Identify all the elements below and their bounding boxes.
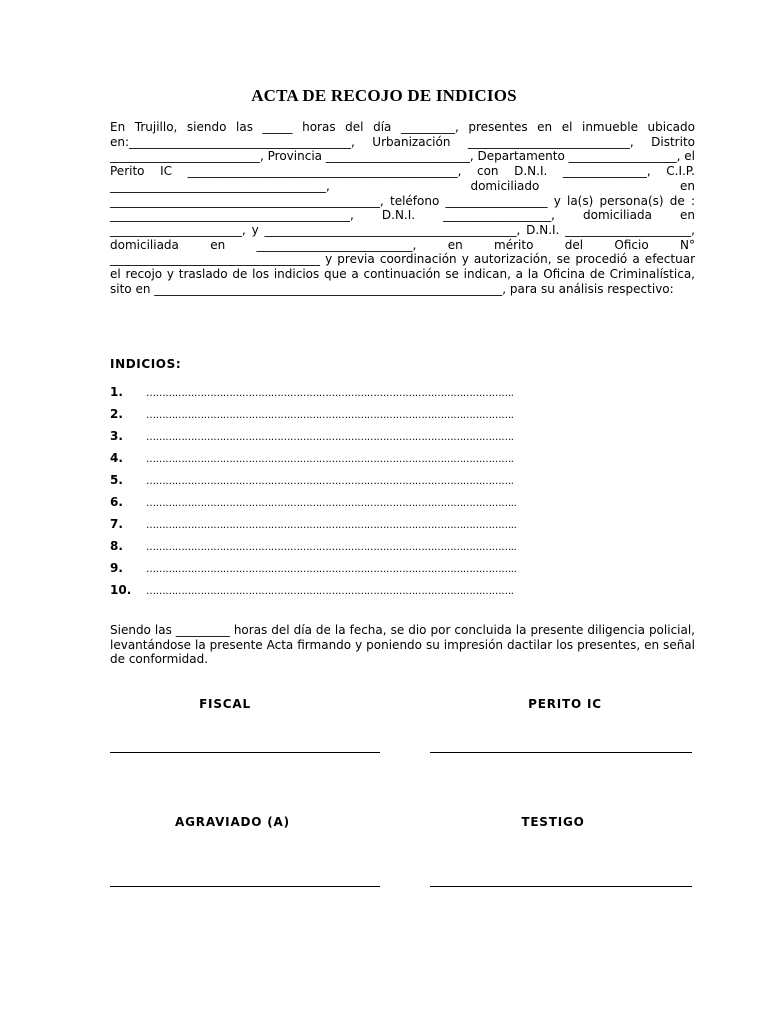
intro-text: En Trujillo, siendo las _____ horas del día _________, presentes en el inmueble ubicado en:_____________________________________, Urbanización ___________________________, Distrito _________________________, Provincia ________________________, Departamento __________________, el Perito IC _____________________________________________, con D.N.I. ______________, C.I.P. ____________________________________, domiciliado en _____________________________________________, teléfono _________________ y la(s) persona(s) de : ________________________________________, D.N.I. __________________, domiciliada en ______________________, y __________________________________________, D.N.I. _____________________, domiciliada en __________________________, en mérito del Oficio N° ___________________________________ y previa coordinación y autorización, se procedió a efectuar el recojo y traslado de los indicios que a continuación se indican, a la Oficina de Criminalística, sito en __________________________________________________________, para su análisis respectivo:	[110, 120, 695, 296]
indicio-item	[110, 539, 570, 561]
document-title: ACTA DE RECOJO DE INDICIOS	[251, 86, 517, 105]
indicio-number: 10.	[110, 583, 132, 597]
indicio-number: 9.	[110, 561, 123, 575]
indicio-number: 6.	[110, 495, 123, 509]
indicio-number: 1.	[110, 385, 123, 399]
indicio-line: …………………………………………………………………………………………………….	[146, 586, 514, 597]
indicio-line: ……………………………………………………………………………………………………..	[146, 542, 517, 553]
indicio-number: 3.	[110, 429, 123, 443]
indicios-heading: INDICIOS:	[110, 357, 182, 371]
signature-line-agraviado	[110, 886, 380, 887]
signature-line-testigo	[430, 886, 692, 887]
indicio-line: …………………………………………………………………………………………………….	[146, 432, 514, 443]
indicio-item	[110, 517, 570, 539]
indicio-line: …………………………………………………………………………………………………….	[146, 388, 514, 399]
intro-paragraph	[110, 120, 695, 296]
indicio-number: 5.	[110, 473, 123, 487]
signature-label-fiscal: FISCAL	[199, 697, 251, 711]
indicio-line: …………………………………………………………………………………………………….	[146, 410, 514, 421]
signature-label-testigo: TESTIGO	[521, 815, 585, 829]
indicio-item	[110, 385, 570, 407]
indicio-item	[110, 407, 570, 429]
indicio-line: ……………………………………………………………………………………………………..	[146, 520, 517, 531]
signature-label-agraviado: AGRAVIADO (A)	[175, 815, 290, 829]
indicio-item	[110, 473, 570, 495]
indicio-number: 4.	[110, 451, 123, 465]
signature-line-fiscal	[110, 752, 380, 753]
indicio-line: …………………………………………………………………………………………………….	[146, 476, 514, 487]
indicio-item	[110, 561, 570, 583]
closing-text: Siendo las _________ horas del día de la fecha, se dio por concluida la presente diligencia policial, levantándose la presente Acta firmando y poniendo su impresión dactilar los presentes, en señal de conformidad.	[110, 623, 695, 667]
indicio-number: 7.	[110, 517, 123, 531]
signature-label-perito: PERITO IC	[528, 697, 602, 711]
indicio-item	[110, 429, 570, 451]
indicio-line: ……………………………………………………………………………………………………..	[146, 498, 517, 509]
closing-paragraph	[110, 623, 695, 667]
indicio-line: ……………………………………………………………………………………………………..	[146, 564, 517, 575]
indicio-item	[110, 583, 570, 605]
indicios-list	[110, 385, 570, 605]
indicio-item	[110, 495, 570, 517]
indicio-number: 8.	[110, 539, 123, 553]
indicio-number: 2.	[110, 407, 123, 421]
indicio-line: …………………………………………………………………………………………………….	[146, 454, 514, 465]
indicio-item	[110, 451, 570, 473]
signature-line-perito	[430, 752, 692, 753]
